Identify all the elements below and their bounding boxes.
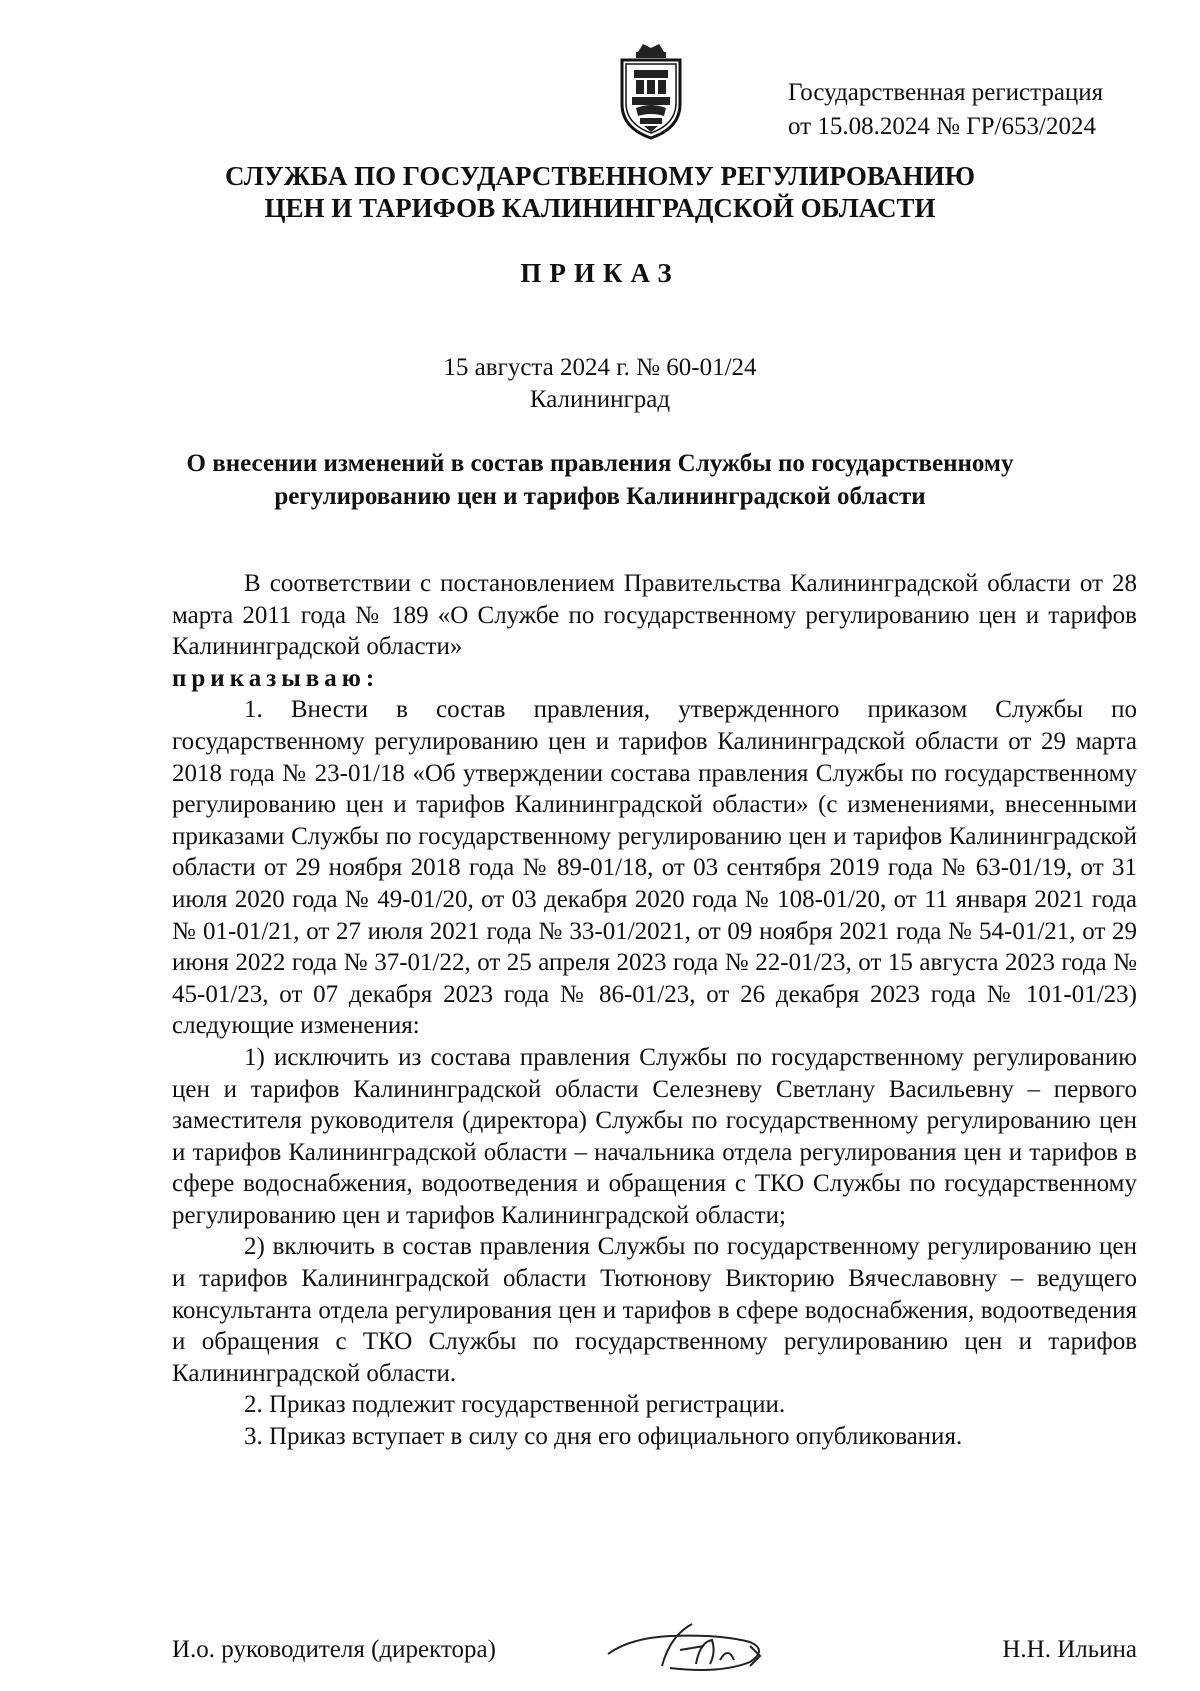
organization-line-1: СЛУЖБА ПО ГОСУДАРСТВЕННОМУ РЕГУЛИРОВАНИЮ <box>224 161 976 191</box>
registration-stamp <box>788 76 1103 144</box>
subject-line-2: регулированию цен и тарифов Калининградской области <box>274 483 926 510</box>
organization-line-2: ЦЕН И ТАРИФОВ КАЛИНИНГРАДСКОЙ ОБЛАСТИ <box>264 193 936 223</box>
city: Калининград <box>529 386 671 413</box>
order-word-paragraph <box>172 663 1137 695</box>
document-body <box>172 568 1137 1453</box>
registration-line-1: Государственная регистрация <box>788 79 1104 106</box>
order-word: приказываю: <box>172 664 380 692</box>
handwritten-signature-icon <box>600 1616 780 1682</box>
signatory-name: Н.Н. Ильина <box>1002 1636 1137 1663</box>
item-3: 3. Приказ вступает в силу со дня его официального опубликования. <box>244 1423 963 1451</box>
preamble-text: В соответствии с постановлением Правительства Калининградской области от 28 марта 2011 года № 189 «О Службе по государственному регулированию цен и тарифов Калининградской области» <box>172 570 1137 661</box>
subject-line-1: О внесении изменений в состав правления Службы по государственному <box>186 450 1014 477</box>
signatory-position: И.о. руководителя (директора) <box>172 1636 496 1663</box>
document-type: ПРИКАЗ <box>520 258 680 288</box>
organization-name <box>0 160 1200 224</box>
date-block <box>0 352 1200 416</box>
item-1: 1. Внести в состав правления, утвержденного приказом Службы по государственному регулированию цен и тарифов Калининградской области от 29 марта 2018 года № 23-01/18 «Об утверждении состава правления Службы по государственному регулированию цен и тарифов Калининградской области» (с изменениями, внесенными приказами Службы по государственному регулированию цен и тарифов Калининградской области от 29 ноября 2018 года № 89-01/18, от 03 сентября 2019 года № 63-01/19, от 31 июля 2020 года № 49-01/20, от 03 декабря 2020 года № 108-01/20, от 11 января 2021 года № 01-01/21, от 27 июля 2021 года № 33-01/2021, от 09 ноября 2021 года № 54-01/21, от 29 июня 2022 года № 37-01/22, от 25 апреля 2023 года № 22-01/23, от 15 августа 2023 года № 45-01/23, от 07 декабря 2023 года № 86-01/23, от 26 декабря 2023 года № 101-01/23) следующие изменения: <box>172 696 1137 1040</box>
preamble-paragraph <box>172 568 1137 663</box>
item-2: 2. Приказ подлежит государственной регистрации. <box>244 1391 786 1419</box>
coat-of-arms-icon <box>616 42 686 140</box>
item-1-subitem-2: 2) включить в состав правления Службы по государственному регулированию цен и тарифов Калининградской области Тютюнову Викторию Вячеславовну – ведущего консультанта отдела регулирования цен и тарифов в сфере водоснабжения, водоотведения и обращения с ТКО Службы по государственному регулированию цен и тарифов Калининградской области. <box>172 1233 1137 1387</box>
registration-line-2: от 15.08.2024 № ГР/653/2024 <box>788 113 1096 140</box>
document-subject <box>0 447 1200 513</box>
date-and-number: 15 августа 2024 г. № 60-01/24 <box>443 354 757 381</box>
item-1-subitem-1: 1) исключить из состава правления Службы по государственному регулированию цен и тарифов Калининградской области Селезневу Светлану Васильевну – первого заместителя руководителя (директора) Службы по государственному регулированию цен и тарифов Калининградской области – начальника отдела регулирования цен и тарифов в сфере водоснабжения, водоотведения и обращения с ТКО Службы по государственному регулированию цен и тарифов Калининградской области; <box>172 1043 1137 1229</box>
